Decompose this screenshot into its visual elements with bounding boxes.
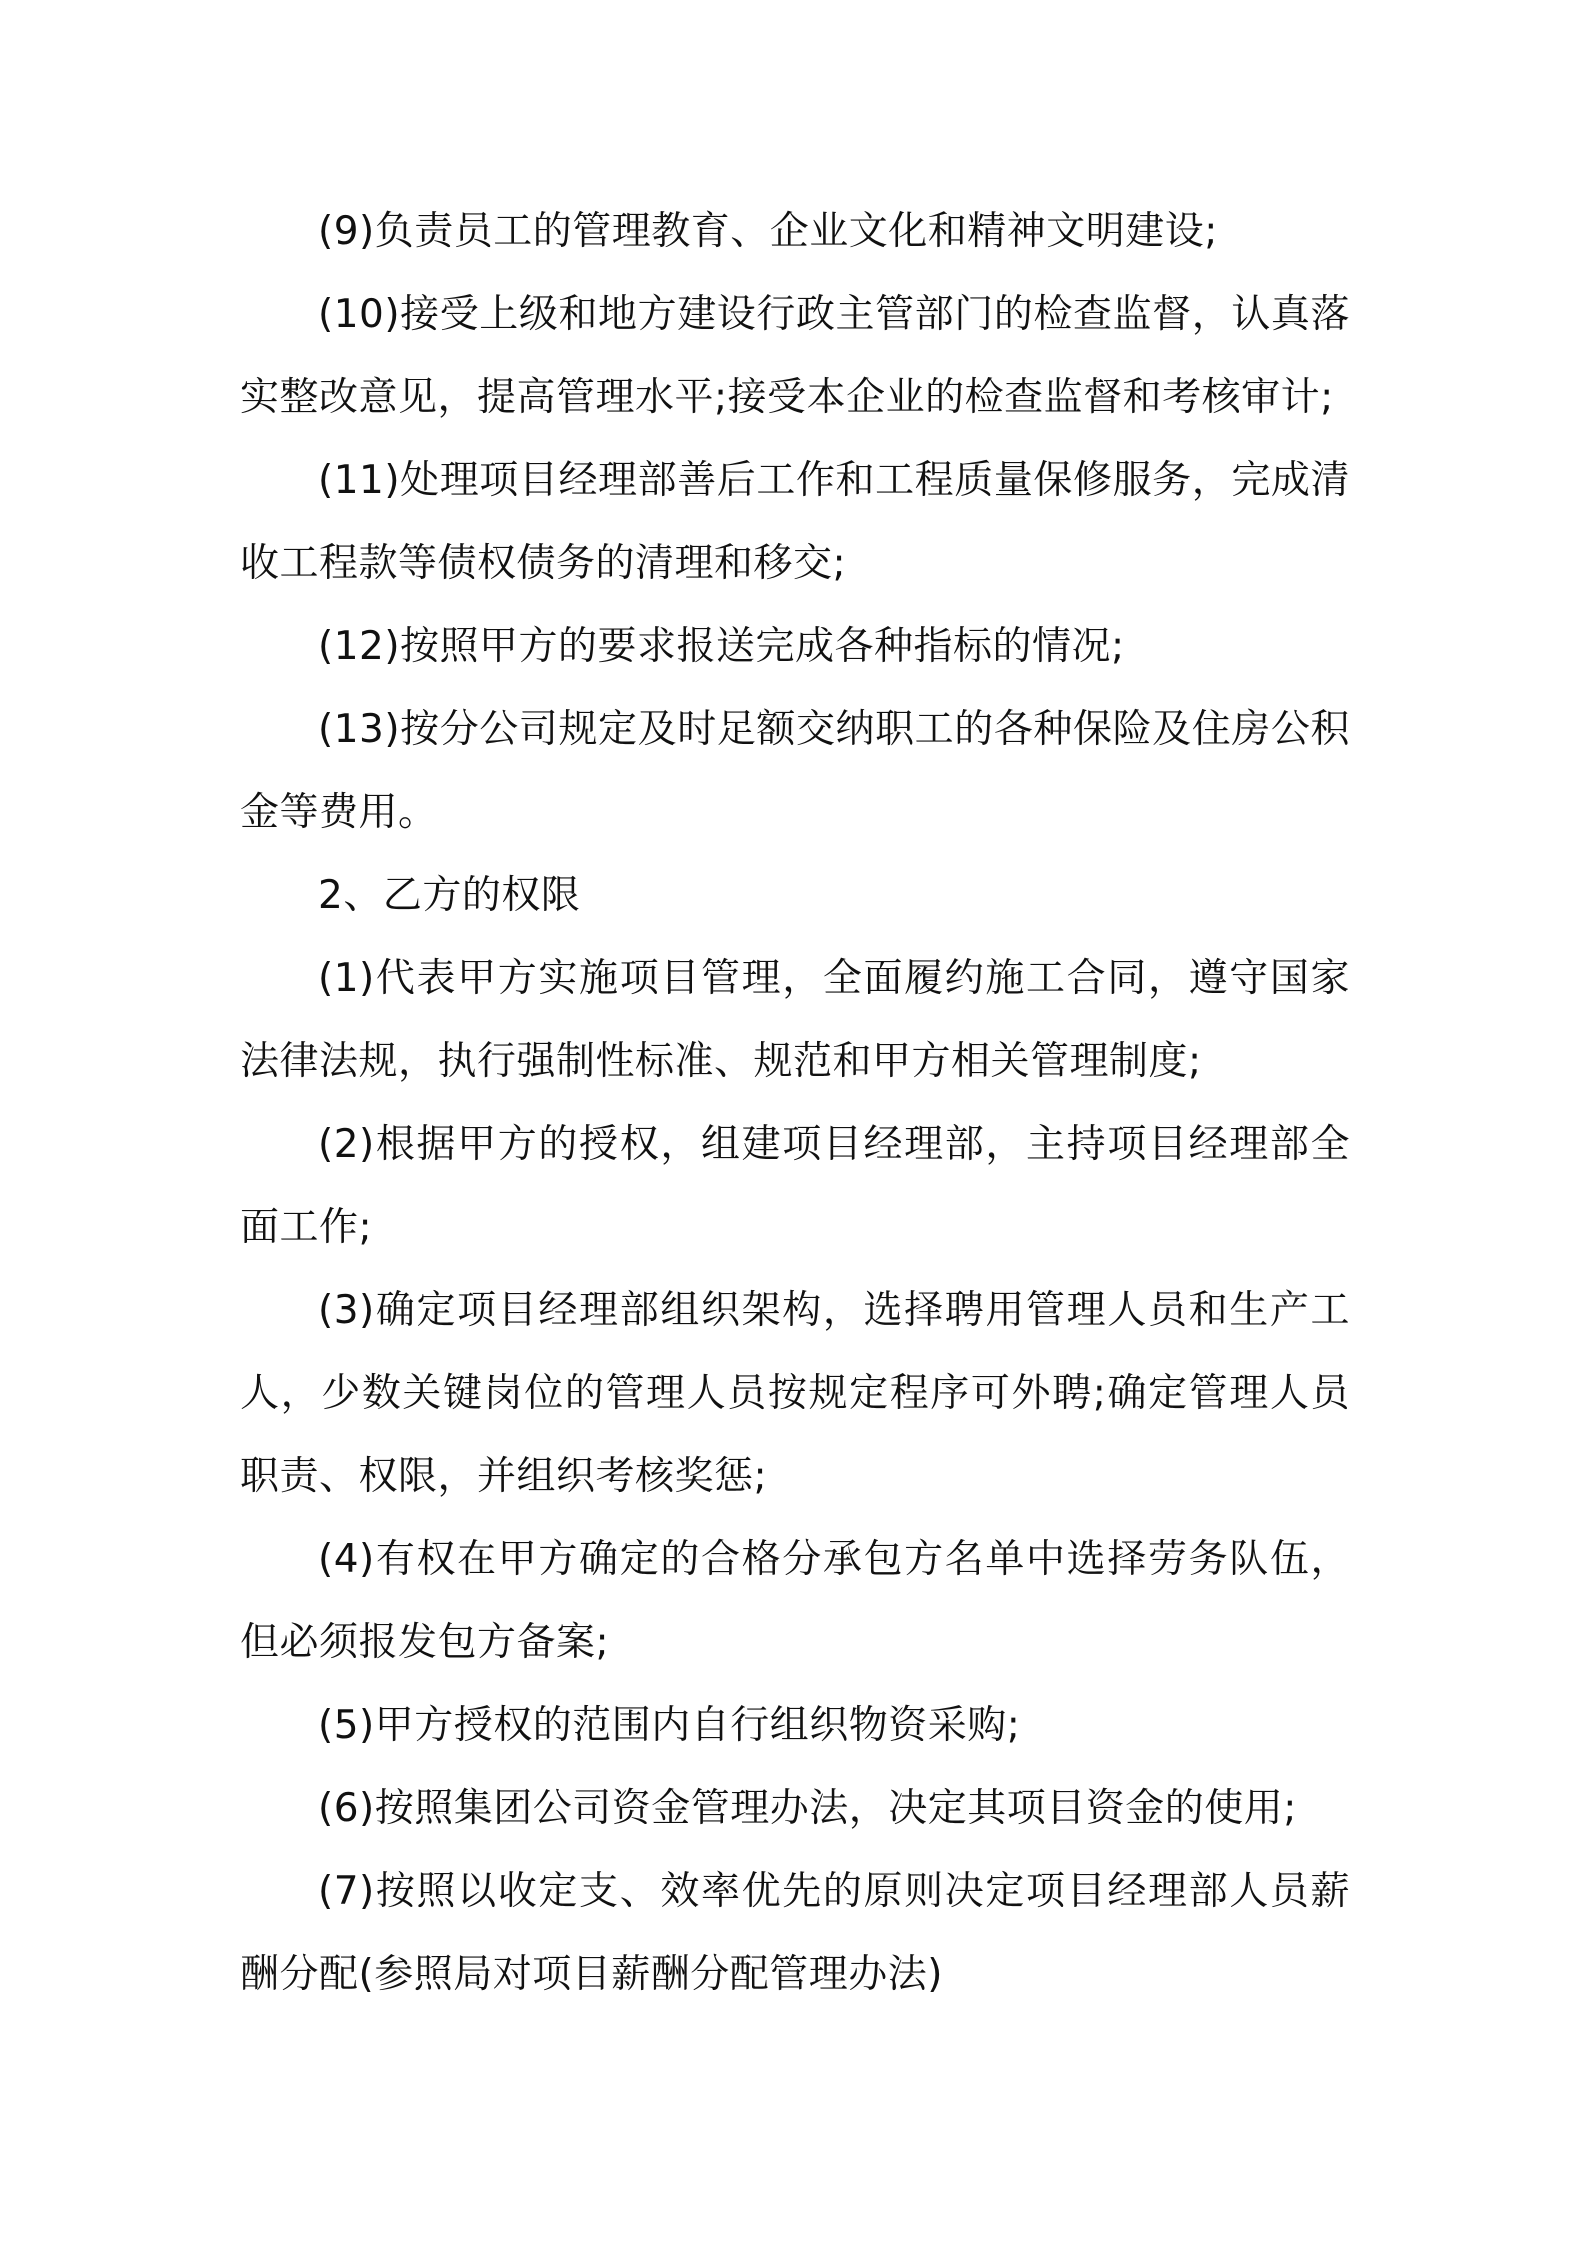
paragraph-permission-6: (6)按照集团公司资金管理办法，决定其项目资金的使用; — [318, 1786, 1297, 1831]
paragraph-permission-2: (2)根据甲方的授权，组建项目经理部，主持项目经理部全面工作; — [240, 1122, 1350, 1250]
paragraph-permission-7: (7)按照以收定支、效率优先的原则决定项目经理部人员薪酬分配(参照局对项目薪酬分配管理办法) — [240, 1869, 1350, 1997]
paragraph-item-12: (12)按照甲方的要求报送完成各种指标的情况; — [318, 624, 1125, 669]
paragraph-item-13: (13)按分公司规定及时足额交纳职工的各种保险及住房公积金等费用。 — [240, 707, 1350, 835]
paragraph-item-11: (11)处理项目经理部善后工作和工程质量保修服务，完成清收工程款等债权债务的清理和移交; — [240, 458, 1350, 586]
paragraph-permission-3: (3)确定项目经理部组织架构，选择聘用管理人员和生产工人，少数关键岗位的管理人员按规定程序可外聘;确定管理人员职责、权限，并组织考核奖惩; — [240, 1288, 1350, 1499]
paragraph-item-10: (10)接受上级和地方建设行政主管部门的检查监督，认真落实整改意见，提高管理水平;接受本企业的检查监督和考核审计; — [240, 292, 1350, 420]
document-body — [240, 190, 1350, 2016]
paragraph-permission-1: (1)代表甲方实施项目管理，全面履约施工合同，遵守国家法律法规，执行强制性标准、规范和甲方相关管理制度; — [240, 956, 1350, 1084]
paragraph-permission-5: (5)甲方授权的范围内自行组织物资采购; — [318, 1703, 1021, 1748]
section-heading: 2、乙方的权限 — [318, 873, 581, 918]
paragraph-item-9: (9)负责员工的管理教育、企业文化和精神文明建设; — [318, 209, 1218, 254]
paragraph-permission-4: (4)有权在甲方确定的合格分承包方名单中选择劳务队伍，但必须报发包方备案; — [240, 1537, 1350, 1665]
